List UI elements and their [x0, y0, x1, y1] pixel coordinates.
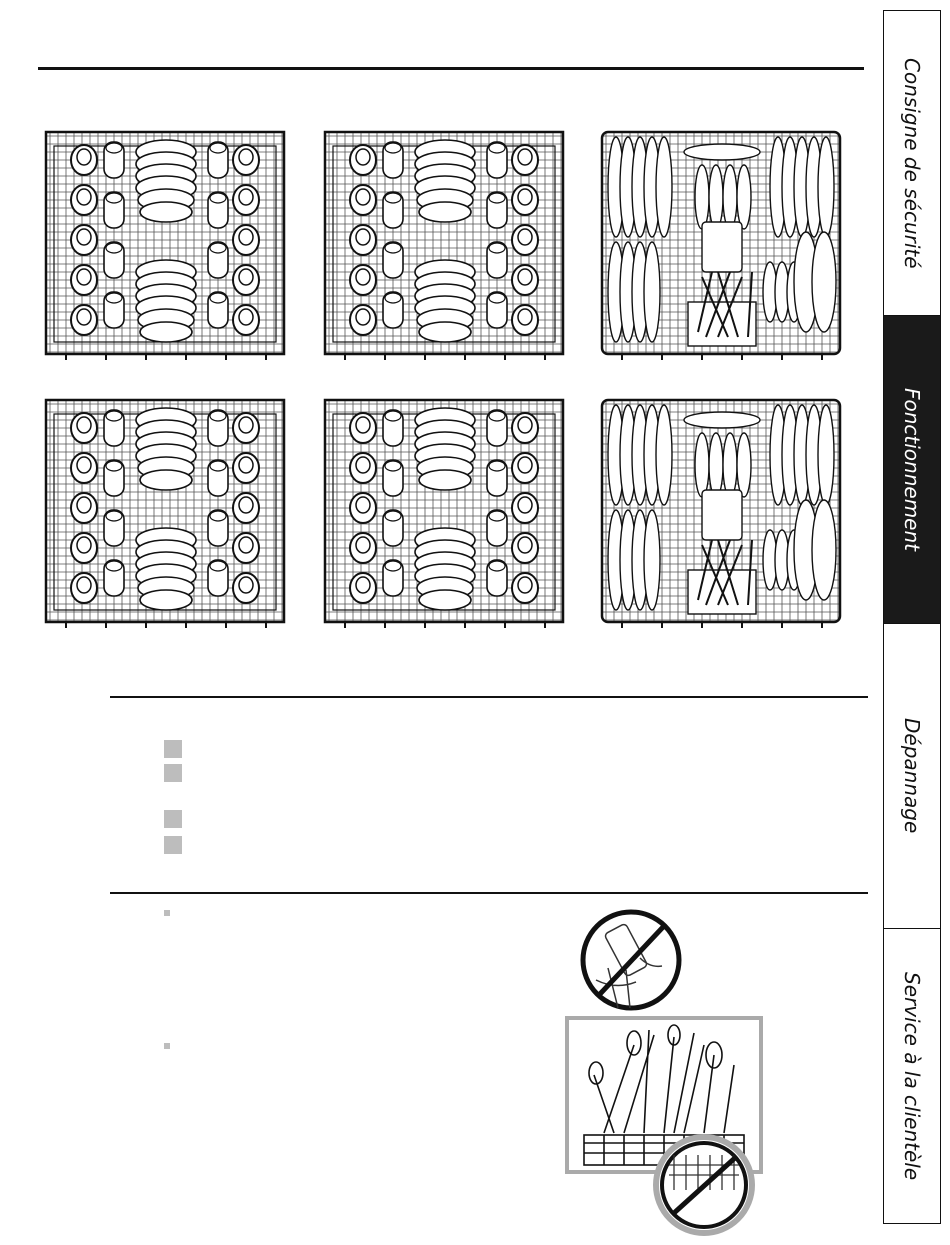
side-tabs: [883, 10, 941, 1224]
tab-fonctionnement[interactable]: [884, 316, 940, 624]
tab-label: Service à la clientèle: [900, 971, 924, 1181]
tab-consigne-de-securite[interactable]: [884, 11, 940, 316]
tab-depannage[interactable]: [884, 624, 940, 929]
step-marker-2: [164, 764, 182, 782]
prohibited-basket-overflow-diagram: [564, 1015, 764, 1245]
step-marker-1: [164, 740, 182, 758]
rack-diagrams: [40, 122, 870, 642]
bullet-2: [164, 1043, 170, 1049]
tab-label: Dépannage: [900, 718, 924, 834]
section-rule-1: [110, 696, 868, 698]
step-marker-4: [164, 836, 182, 854]
section-rule-2: [110, 892, 868, 894]
tab-label: Fonctionnement: [900, 387, 924, 551]
step-marker-3: [164, 810, 182, 828]
tab-label: Consigne de sécurité: [900, 57, 924, 269]
prohibited-tall-items-diagram: [578, 908, 688, 1018]
tab-service-clientele[interactable]: [884, 929, 940, 1223]
top-rule: [38, 67, 864, 70]
bullet-1: [164, 910, 170, 916]
